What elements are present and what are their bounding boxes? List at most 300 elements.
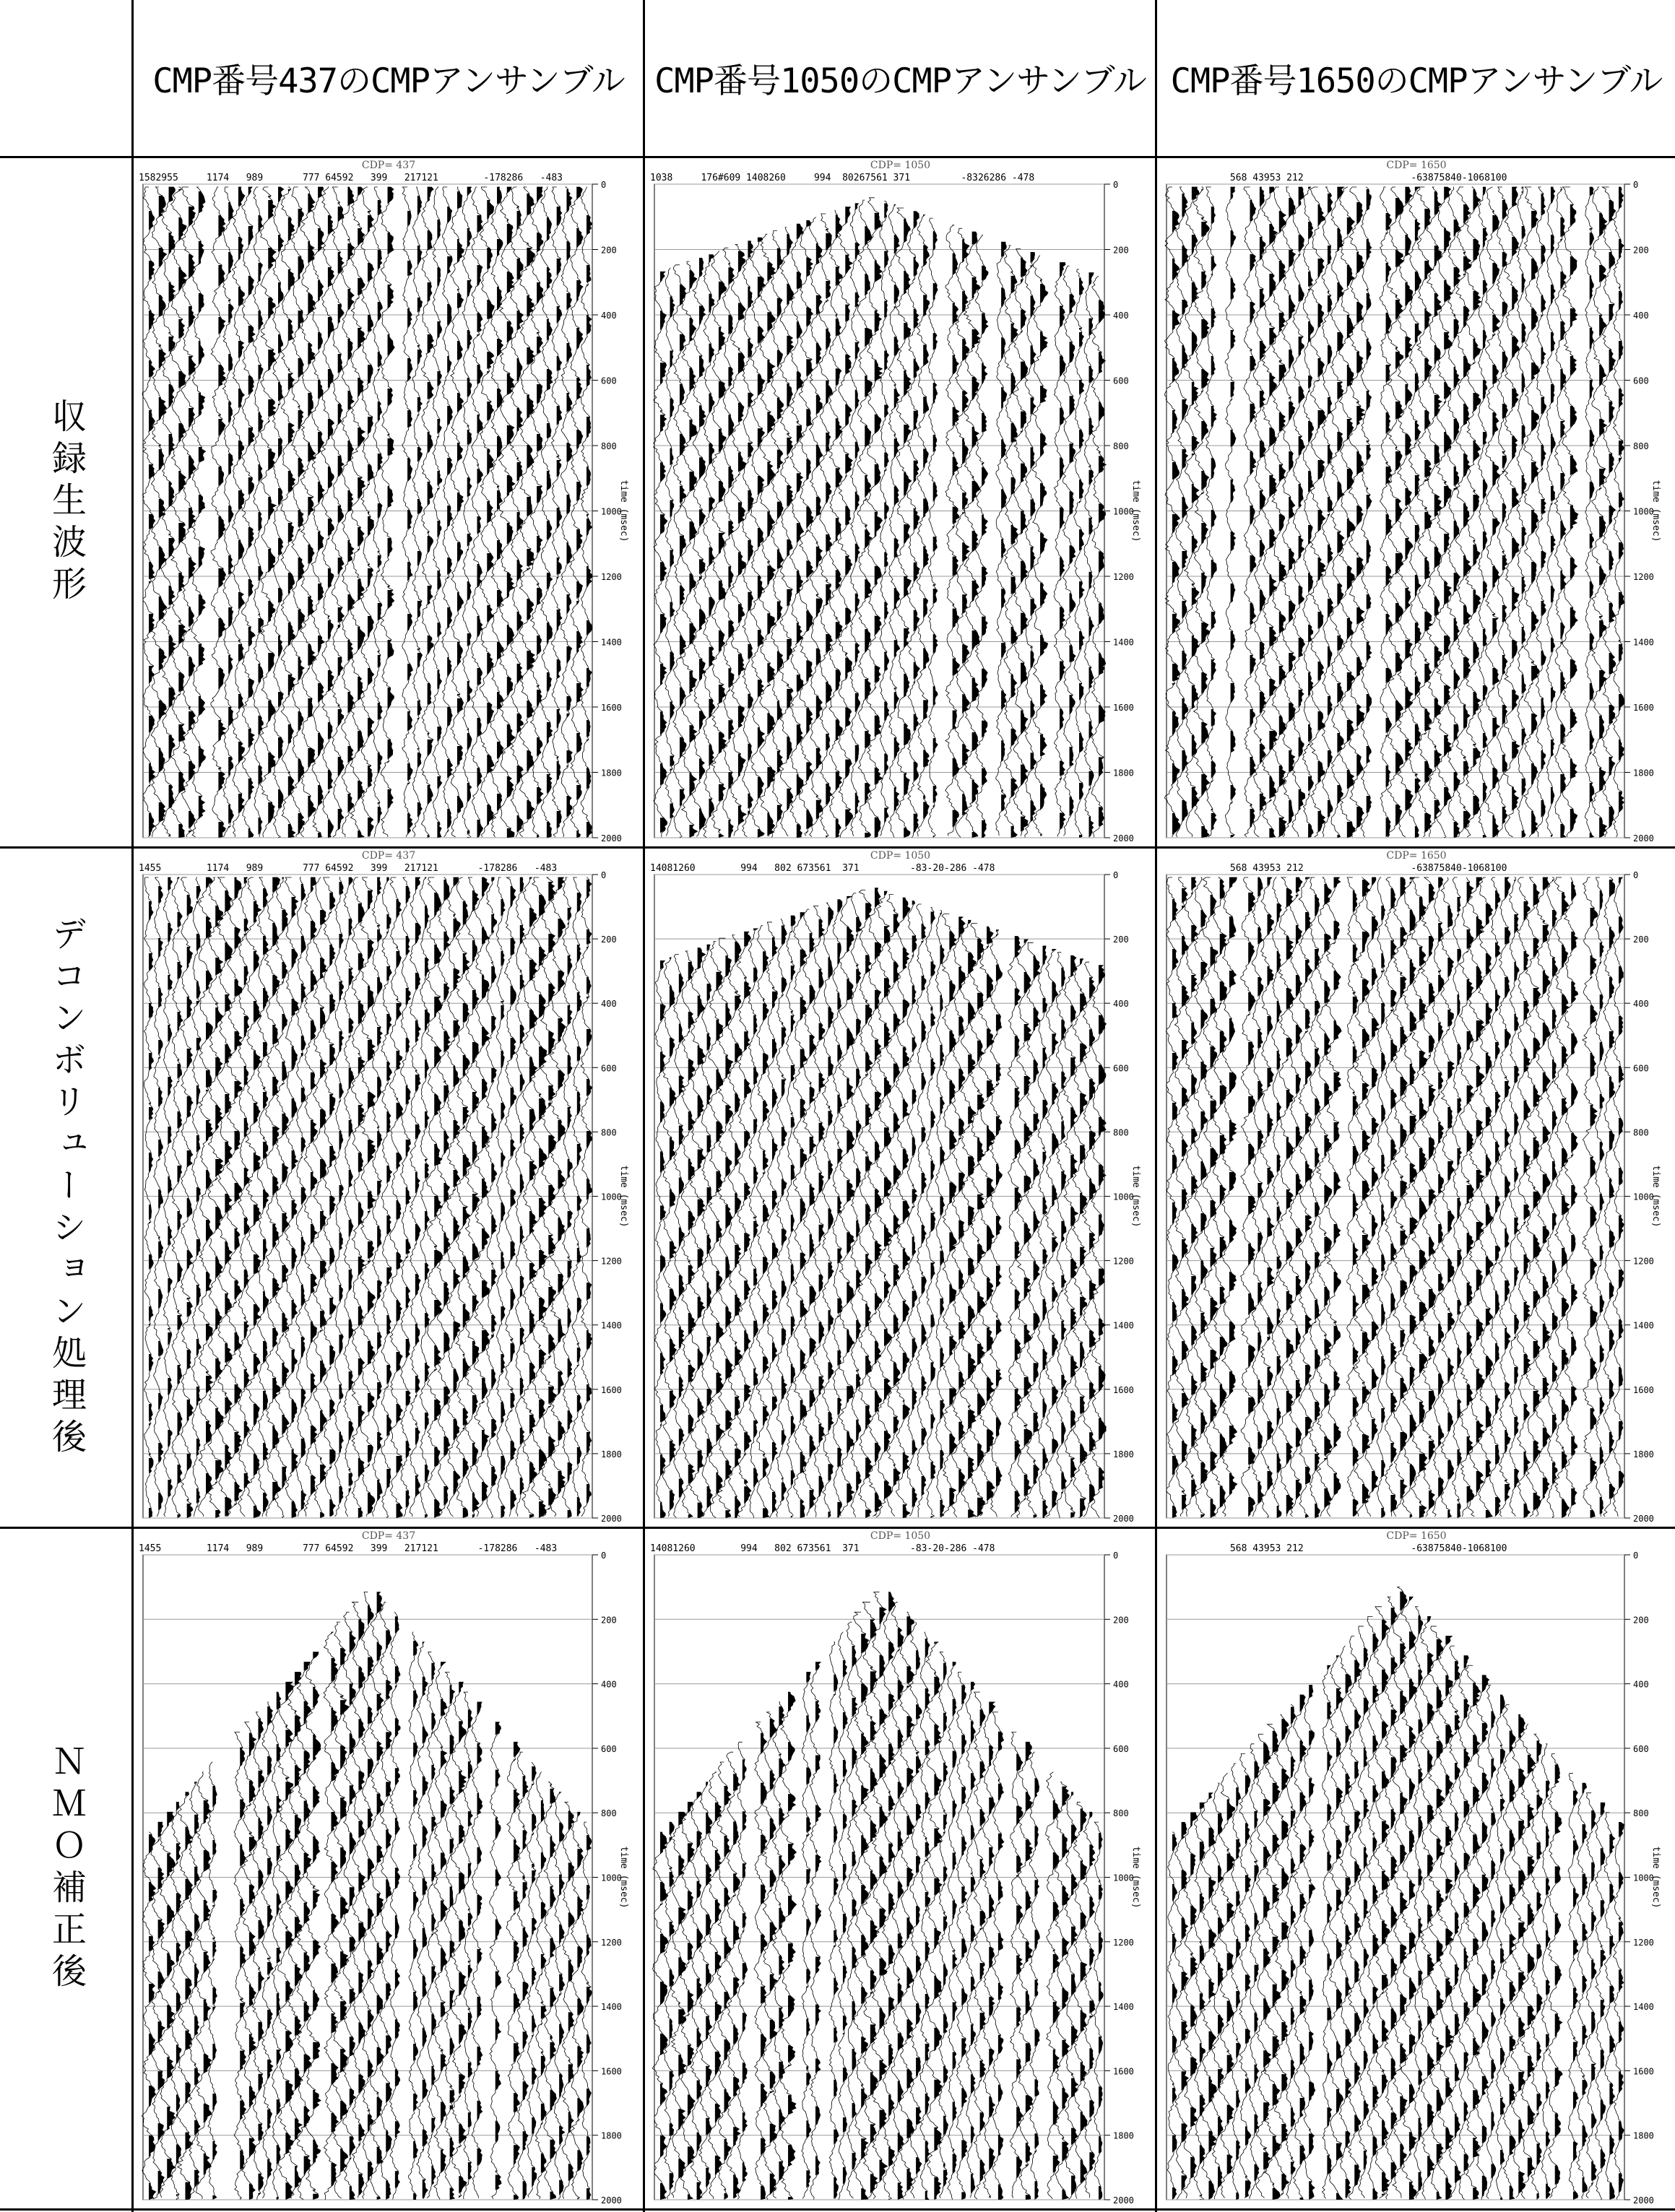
wiggle-fill [176, 1802, 181, 2200]
wiggle-fill [1099, 1833, 1103, 2200]
wiggle-fill [707, 945, 713, 1508]
wiggle-trace [1241, 877, 1256, 1517]
row-header-deconvolution: デコンボリューション処理後 [46, 915, 87, 1460]
wiggle-fill [350, 1631, 356, 2200]
panel-title: CDP= 1650 [1386, 1530, 1447, 1542]
wiggle-trace [1613, 187, 1624, 837]
wiggle-fill [728, 263, 734, 838]
wiggle-fill [1172, 1834, 1177, 2200]
wiggle-fill [934, 1642, 942, 2200]
wiggle-trace [222, 187, 233, 837]
wiggle-fill [263, 888, 269, 1512]
wiggle-trace [1008, 937, 1021, 1517]
wiggle-trace [472, 1702, 482, 2198]
wiggle-fill [1447, 906, 1455, 1518]
wiggle-trace [433, 1662, 448, 2200]
wiggle-trace [1466, 1665, 1481, 2198]
wiggle-trace [942, 914, 957, 1516]
seismic-traces [134, 1529, 643, 2208]
column-header-cmp-1050: CMP番号1050のCMPアンサンブル [654, 61, 1146, 101]
time-axis-label: time (msec) [1650, 1165, 1661, 1228]
seismic-traces [1158, 849, 1675, 1527]
wiggle-trace [1038, 946, 1048, 1518]
wiggle-fill [431, 1663, 436, 2185]
wiggle-fill [914, 212, 920, 833]
wiggle-fill [1512, 187, 1520, 811]
time-tick-label: 1000 [1113, 506, 1134, 517]
time-tick-label: 600 [1633, 376, 1649, 386]
wiggle-trace [926, 1642, 942, 2199]
wiggle-trace [1239, 1753, 1251, 2198]
wiggle-trace [1455, 187, 1471, 837]
wiggle-trace [1183, 1813, 1198, 2198]
wiggle-trace [208, 1762, 217, 2198]
wiggle-fill [368, 890, 376, 1514]
wiggle-fill [1562, 893, 1569, 1518]
time-tick-label: 2000 [1633, 2195, 1654, 2206]
row-header-nmo: ＮＭＯ補正後 [46, 1743, 87, 1995]
wiggle-trace [519, 187, 535, 837]
wiggle-fill [332, 1632, 339, 2187]
wiggle-fill [235, 877, 243, 1506]
wiggle-trace [490, 187, 503, 837]
wiggle-fill [1601, 1803, 1606, 2200]
wiggle-fill [719, 282, 727, 838]
table-border [643, 0, 645, 2212]
wiggle-fill [349, 877, 354, 1493]
wiggle-fill [259, 215, 264, 835]
time-tick-label: 1600 [1113, 1384, 1134, 1395]
wiggle-fill [1619, 187, 1624, 813]
time-tick-label: 1800 [1113, 768, 1134, 778]
time-tick-label: 0 [1113, 180, 1119, 190]
time-tick-label: 2000 [1113, 2195, 1134, 2206]
wiggle-trace [1045, 949, 1058, 1517]
time-tick-label: 1600 [1633, 703, 1654, 713]
wiggle-trace [372, 877, 383, 1517]
wiggle-fill [922, 924, 927, 1496]
wiggle-trace [979, 927, 995, 1516]
time-tick-label: 1000 [1113, 1192, 1134, 1202]
time-tick-label: 1600 [601, 703, 622, 713]
wiggle-trace [654, 960, 666, 1517]
wiggle-trace [1438, 1636, 1454, 2200]
wiggle-fill [1391, 1608, 1398, 2180]
wiggle-fill [1502, 200, 1508, 824]
wiggle-trace [1232, 1764, 1241, 2199]
wiggle-fill [660, 1832, 668, 2200]
time-tick-label: 200 [1113, 1615, 1129, 1626]
time-tick-label: 200 [1633, 1615, 1649, 1626]
wiggle-fill [989, 1702, 995, 2198]
wiggle-fill [1362, 880, 1370, 1504]
wiggle-fill [1386, 213, 1393, 837]
time-tick-label: 1800 [601, 768, 622, 778]
wiggle-fill [1533, 884, 1541, 1510]
panel-title: CDP= 1050 [870, 160, 931, 171]
wiggle-fill [912, 901, 917, 1508]
time-tick-label: 2000 [601, 1514, 622, 1524]
wiggle-fill [1609, 200, 1616, 828]
time-tick-label: 400 [601, 999, 617, 1010]
wiggle-trace [773, 1702, 786, 2198]
wiggle-fill [816, 243, 823, 820]
time-tick-label: 200 [1633, 934, 1649, 945]
wiggle-trace [402, 187, 413, 837]
wiggle-fill [196, 886, 202, 1508]
wiggle-trace [1073, 959, 1088, 1518]
time-tick-label: 200 [601, 934, 617, 945]
wiggle-trace [272, 1692, 281, 2199]
wiggle-trace [1322, 187, 1333, 837]
wiggle-fill [1457, 897, 1461, 1518]
wiggle-trace [1354, 877, 1370, 1517]
wiggle-fill [670, 958, 677, 1510]
wiggle-trace [1084, 273, 1094, 836]
wiggle-trace [779, 227, 794, 836]
wiggle-fill [1191, 877, 1198, 1497]
wiggle-fill [744, 932, 751, 1504]
wiggle-trace [1063, 955, 1078, 1517]
wiggle-fill [358, 903, 365, 1518]
wiggle-trace [572, 877, 581, 1517]
seismic-panel [646, 1529, 1155, 2208]
wiggle-trace [562, 1802, 574, 2198]
wiggle-trace [1505, 187, 1520, 837]
wiggle-trace [1496, 1695, 1505, 2200]
wiggle-fill [413, 1641, 418, 2200]
time-tick-label: 1000 [1633, 506, 1654, 517]
wiggle-fill [566, 189, 572, 817]
wiggle-fill [987, 927, 995, 1501]
seismic-panel [646, 849, 1155, 1527]
wiggle-fill [212, 1786, 217, 2200]
wiggle-fill [378, 200, 383, 824]
seismic-panel [1158, 158, 1675, 846]
wiggle-trace [253, 187, 263, 837]
wiggle-fill [1229, 877, 1237, 1495]
wiggle-fill [971, 1682, 976, 2193]
wiggle-fill [1590, 187, 1594, 838]
wiggle-fill [1367, 189, 1372, 813]
time-tick-label: 1800 [1113, 1449, 1134, 1460]
panel-title: CDP= 437 [361, 850, 416, 862]
wiggle-fill [1400, 1592, 1407, 2168]
table-border [0, 2208, 1675, 2211]
wiggle-trace [1282, 187, 1296, 837]
wiggle-fill [1419, 1615, 1423, 2192]
wiggle-trace [888, 204, 900, 837]
wiggle-fill [1410, 877, 1418, 1518]
time-tick-label: 600 [1113, 1743, 1129, 1754]
wiggle-fill [167, 1812, 175, 2178]
wiggle-fill [1429, 884, 1436, 1510]
wiggle-fill [1609, 880, 1615, 1499]
wiggle-fill [826, 229, 832, 838]
time-tick-label: 2000 [1633, 1514, 1654, 1524]
wiggle-fill [178, 877, 183, 1518]
wiggle-fill [761, 1733, 767, 2200]
wiggle-fill [1382, 1620, 1390, 2196]
trace-group [1167, 1587, 1624, 2200]
wiggle-fill [1245, 1775, 1251, 2198]
wiggle-fill [487, 200, 494, 826]
time-tick-label: 1000 [1113, 1873, 1134, 1883]
panel-offset-labels: 1582955 1174 989 777 64592 399 217121 -178286 -483 [139, 173, 563, 183]
time-axis-label: time (msec) [1650, 480, 1661, 542]
time-tick-label: 1400 [1113, 2002, 1134, 2013]
wiggle-fill [735, 942, 742, 1518]
wiggle-trace [1586, 1793, 1597, 2198]
wiggle-trace [1184, 187, 1199, 837]
time-tick-label: 600 [1113, 1063, 1129, 1074]
time-tick-label: 800 [601, 1808, 617, 1819]
panel-title: CDP= 1050 [870, 1530, 931, 1542]
time-tick-label: 600 [1633, 1743, 1649, 1754]
time-tick-label: 1800 [1633, 2130, 1654, 2141]
wiggle-trace [341, 187, 355, 837]
wiggle-trace [442, 187, 453, 837]
wiggle-trace [370, 1592, 384, 2199]
wiggle-fill [1080, 959, 1087, 1518]
time-tick-label: 2000 [1113, 1514, 1134, 1524]
wiggle-fill [1089, 977, 1096, 1504]
wiggle-fill [1172, 211, 1180, 835]
wiggle-fill [425, 877, 430, 1518]
wiggle-trace [731, 244, 747, 836]
wiggle-trace [828, 210, 842, 836]
wiggle-fill [1541, 194, 1546, 817]
wiggle-fill [1279, 211, 1287, 837]
wiggle-trace [850, 204, 860, 836]
wiggle-fill [660, 960, 666, 1518]
wiggle-trace [693, 258, 706, 836]
wiggle-trace [390, 1612, 401, 2199]
time-tick-label: 1600 [1633, 1384, 1654, 1395]
trace-group [142, 187, 592, 838]
wiggle-fill [1560, 189, 1566, 838]
wiggle-trace [211, 187, 226, 837]
wiggle-fill [1328, 194, 1333, 817]
wiggle-fill [709, 255, 714, 818]
wiggle-trace [362, 1592, 374, 2199]
wiggle-trace [1219, 1774, 1234, 2198]
wiggle-fill [248, 187, 256, 838]
seismic-traces [1158, 1529, 1675, 2208]
time-tick-label: 0 [601, 870, 607, 880]
wiggle-fill [1347, 217, 1355, 838]
wiggle-trace [802, 1672, 811, 2198]
wiggle-fill [968, 920, 977, 1518]
wiggle-trace [690, 948, 706, 1518]
wiggle-trace [1564, 877, 1578, 1517]
trace-group [142, 1592, 592, 2200]
wiggle-fill [782, 926, 787, 1502]
wiggle-trace [1025, 252, 1036, 837]
wiggle-trace [199, 877, 213, 1517]
time-tick-label: 400 [1113, 999, 1129, 1010]
wiggle-trace [896, 208, 912, 836]
wiggle-fill [1043, 946, 1048, 1518]
time-tick-label: 1800 [1633, 768, 1654, 778]
wiggle-fill [1427, 1616, 1434, 2177]
panel-offset-labels: 568 43953 212 -63875840-1068100 [1162, 1543, 1507, 1554]
wiggle-fill [1528, 1755, 1536, 2177]
wiggle-fill [1492, 211, 1499, 838]
wiggle-fill [1015, 937, 1021, 1513]
time-tick-label: 1200 [601, 572, 622, 582]
time-tick-label: 400 [601, 1679, 617, 1690]
wiggle-fill [278, 187, 284, 838]
wiggle-fill [1555, 1764, 1562, 2185]
wiggle-trace [515, 877, 524, 1517]
wiggle-trace [809, 217, 823, 837]
wiggle-trace [819, 214, 832, 836]
wiggle-trace [810, 1662, 821, 2200]
seismic-traces [646, 158, 1155, 846]
wiggle-fill [268, 196, 276, 824]
wiggle-fill [428, 187, 434, 838]
wiggle-fill [215, 906, 223, 1518]
wiggle-trace [181, 877, 193, 1517]
time-tick-label: 2000 [601, 833, 622, 843]
wiggle-fill [843, 1660, 848, 2185]
wiggle-fill [1220, 880, 1227, 1508]
wiggle-fill [933, 231, 938, 838]
wiggle-trace [858, 890, 873, 1516]
wiggle-fill [865, 903, 873, 1518]
wiggle-trace [1499, 877, 1511, 1517]
wiggle-trace [952, 917, 966, 1517]
wiggle-trace [191, 187, 206, 837]
wiggle-fill [679, 974, 684, 1498]
wiggle-trace [427, 1652, 436, 2198]
wiggle-trace [899, 1612, 914, 2199]
wiggle-fill [748, 241, 753, 815]
time-tick-label: 400 [1633, 999, 1649, 1010]
wiggle-fill [395, 1616, 400, 2188]
wiggle-trace [1503, 1705, 1516, 2199]
seismic-panel [134, 158, 643, 846]
wiggle-fill [1419, 897, 1427, 1518]
time-tick-label: 800 [601, 441, 617, 451]
wiggle-fill [204, 1800, 212, 2175]
trace-group [1166, 877, 1624, 1518]
wiggle-fill [368, 1605, 374, 2182]
wiggle-trace [1212, 877, 1227, 1517]
wiggle-fill [149, 211, 155, 837]
wiggle-trace [1074, 269, 1085, 837]
wiggle-trace [956, 1672, 968, 2198]
wiggle-fill [1061, 968, 1066, 1494]
wiggle-fill [358, 1619, 365, 2195]
time-axis-label: time (msec) [1130, 1165, 1141, 1228]
wiggle-fill [557, 207, 562, 828]
time-tick-label: 800 [1113, 1127, 1129, 1138]
time-tick-label: 400 [1633, 311, 1649, 321]
wiggle-fill [1405, 187, 1413, 811]
wiggle-fill [1476, 877, 1484, 1493]
wiggle-trace [701, 945, 712, 1517]
time-tick-label: 1200 [1633, 1937, 1654, 1948]
wiggle-trace [232, 187, 245, 837]
wiggle-fill [529, 877, 537, 1518]
wiggle-fill [386, 1630, 392, 2200]
wiggle-fill [1309, 1685, 1315, 2200]
time-axis-label: time (msec) [1130, 480, 1141, 542]
wiggle-fill [1071, 1792, 1078, 2195]
time-tick-label: 600 [601, 1063, 617, 1074]
wiggle-trace [260, 187, 277, 837]
wiggle-fill [961, 1685, 967, 2200]
wiggle-fill [716, 972, 724, 1494]
wiggle-fill [523, 1776, 529, 2200]
wiggle-trace [717, 1762, 731, 2198]
wiggle-fill [339, 882, 343, 1504]
time-tick-label: 1200 [1113, 1256, 1134, 1267]
wiggle-trace [728, 935, 742, 1518]
wiggle-fill [377, 1592, 384, 2200]
wiggle-fill [1491, 1711, 1496, 2179]
seismic-panel [1158, 1529, 1675, 2208]
wiggle-fill [738, 251, 746, 825]
panel-title: CDP= 1650 [1386, 160, 1447, 171]
time-axis-label: time (msec) [1130, 1846, 1141, 1909]
wiggle-trace [1346, 877, 1359, 1517]
wiggle-fill [292, 897, 298, 1518]
time-tick-label: 0 [601, 1550, 607, 1561]
time-tick-label: 600 [1113, 376, 1129, 386]
seismic-traces [646, 849, 1155, 1527]
seismic-traces [1158, 158, 1675, 846]
wiggle-trace [540, 187, 553, 837]
wiggle-fill [787, 234, 793, 810]
time-tick-label: 600 [1633, 1063, 1649, 1074]
wiggle-fill [698, 948, 706, 1518]
wiggle-fill [559, 1792, 565, 2195]
time-axis-label: time (msec) [618, 1846, 629, 1909]
wiggle-trace [1509, 877, 1519, 1517]
wiggle-trace [334, 877, 344, 1517]
wiggle-fill [1218, 1813, 1224, 2188]
wiggle-fill [1500, 1695, 1505, 2200]
wiggle-trace [948, 1662, 957, 2200]
wiggle-fill [1434, 191, 1442, 820]
wiggle-fill [1250, 200, 1256, 828]
time-tick-label: 1800 [601, 1449, 622, 1460]
time-tick-label: 800 [601, 1127, 617, 1138]
wiggle-trace [1361, 187, 1372, 837]
wiggle-fill [311, 877, 317, 1495]
time-tick-label: 400 [1633, 1679, 1649, 1690]
wiggle-fill [491, 877, 497, 1518]
wiggle-trace [776, 919, 787, 1517]
panel-offset-labels: 14081260 994 802 673561 371 -83-20-286 -478 [650, 1543, 995, 1554]
wiggle-fill [388, 187, 395, 809]
wiggle-fill [810, 933, 816, 1509]
wiggle-trace [1414, 1607, 1423, 2198]
wiggle-fill [1060, 263, 1065, 830]
time-tick-label: 400 [1113, 311, 1129, 321]
wiggle-trace [444, 1672, 455, 2198]
wiggle-fill [587, 880, 592, 1504]
wiggle-fill [495, 1722, 501, 2190]
panel-title: CDP= 1050 [870, 850, 931, 862]
time-tick-label: 200 [1633, 245, 1649, 256]
panel-offset-labels: 1455 1174 989 777 64592 399 217121 -178286 -483 [139, 1543, 558, 1554]
wiggle-fill [1001, 242, 1007, 812]
time-tick-label: 200 [601, 1615, 617, 1626]
